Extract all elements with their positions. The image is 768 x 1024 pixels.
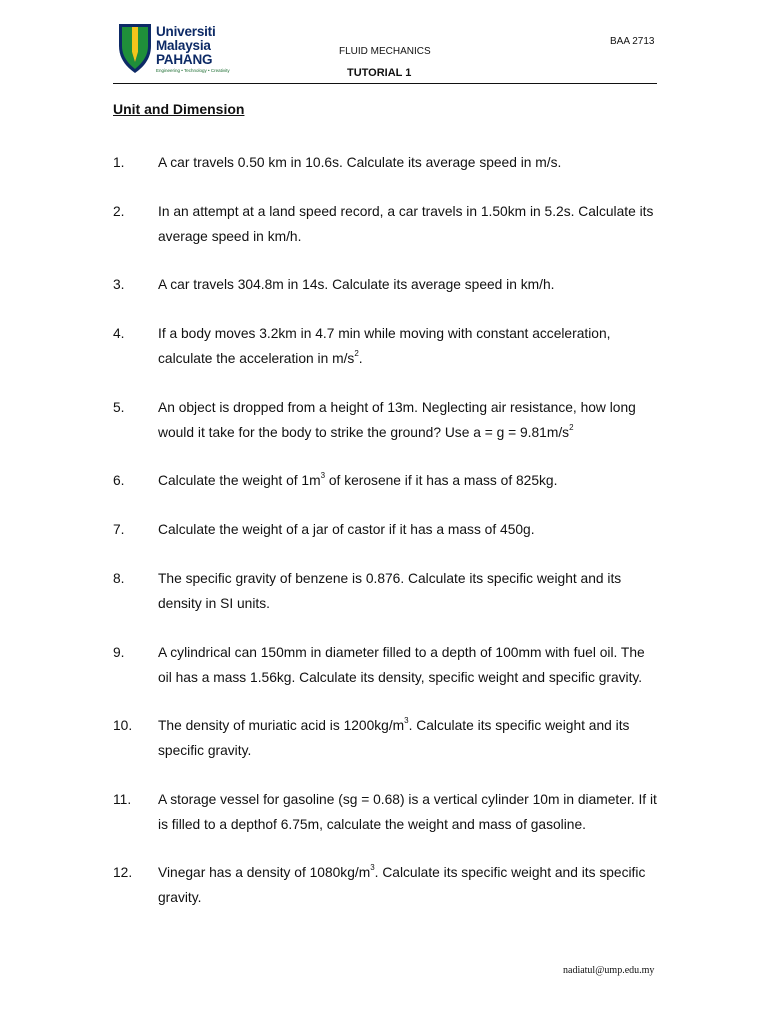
superscript: 3: [370, 863, 375, 873]
logo-line-3: PAHANG: [156, 52, 213, 67]
question-number: 5.: [113, 400, 125, 415]
question-number: 7.: [113, 522, 125, 537]
question-number: 9.: [113, 645, 125, 660]
question-number: 4.: [113, 326, 125, 341]
tutorial-title: TUTORIAL 1: [347, 67, 412, 79]
question-number: 6.: [113, 473, 125, 488]
section-title: Unit and Dimension: [113, 101, 245, 117]
subject-title: FLUID MECHANICS: [339, 46, 431, 57]
superscript: 3: [404, 716, 409, 726]
question-number: 3.: [113, 277, 125, 292]
question-text: Calculate the weight of a jar of castor if it has a mass of 450g.: [158, 522, 535, 537]
question-number: 1.: [113, 155, 125, 170]
course-code: BAA 2713: [610, 36, 655, 47]
superscript: 2: [569, 423, 574, 433]
superscript: 2: [354, 349, 359, 359]
question-number: 10.: [113, 718, 133, 733]
question-text: Calculate the weight of $1m^3$ of kerosene if it has a mass of 825kg.: [158, 471, 558, 488]
shield-logo-icon: [118, 22, 152, 74]
question-text: A cylindrical can 150mm in diameter filled to a depth of 100mm with fuel oil. The oil has a mass 1.56kg. Calculate its density, specific weight and specific gravity.: [158, 645, 645, 685]
question-text: An object is dropped from a height of 13m. Neglecting air resistance, how long would it take for the body to strike the ground? Use $a = g = 9.81m/s^2$: [158, 400, 636, 440]
footer-email: nadiatul@ump.edu.my: [563, 965, 655, 976]
logo-line-2: Malaysia: [156, 38, 211, 53]
logo-tagline: Engineering • Technology • Creativity: [156, 68, 230, 73]
question-text: The specific gravity of benzene is 0.876. Calculate its specific weight and its density in SI units.: [158, 571, 622, 611]
superscript: 3: [320, 471, 326, 481]
question-number: 8.: [113, 571, 125, 586]
question-number: 2.: [113, 204, 125, 219]
question-text: A storage vessel for gasoline (sg = 0.68) is a vertical cylinder 10m in diameter. If it is filled to a depthof 6.75m, calculate the weight and mass of gasoline.: [158, 792, 657, 832]
logo-line-1: Universiti: [156, 24, 216, 39]
header-divider: [113, 83, 657, 84]
document-header: [0, 0, 768, 90]
question-text: In an attempt at a land speed record, a car travels in 1.50km in 5.2s. Calculate its average speed in km/h.: [158, 204, 654, 244]
question-text: A car travels 304.8m in 14s. Calculate its average speed in km/h.: [158, 277, 555, 292]
question-text: If a body moves 3.2km in 4.7 min while moving with constant acceleration, calculate the acceleration in $m/s^2$.: [158, 326, 611, 366]
question-text: The density of muriatic acid is $1200kg/m^3$. Calculate its specific weight and its specific gravity.: [158, 716, 630, 758]
question-number: 11.: [113, 792, 132, 807]
question-text: A car travels 0.50 km in 10.6s. Calculate its average speed in m/s.: [158, 155, 562, 170]
question-text: Vinegar has a density of $1080kg/m^3$. Calculate its specific weight and its specific gravity.: [158, 863, 646, 905]
university-logo: [118, 22, 238, 78]
question-number: 12.: [113, 865, 133, 880]
